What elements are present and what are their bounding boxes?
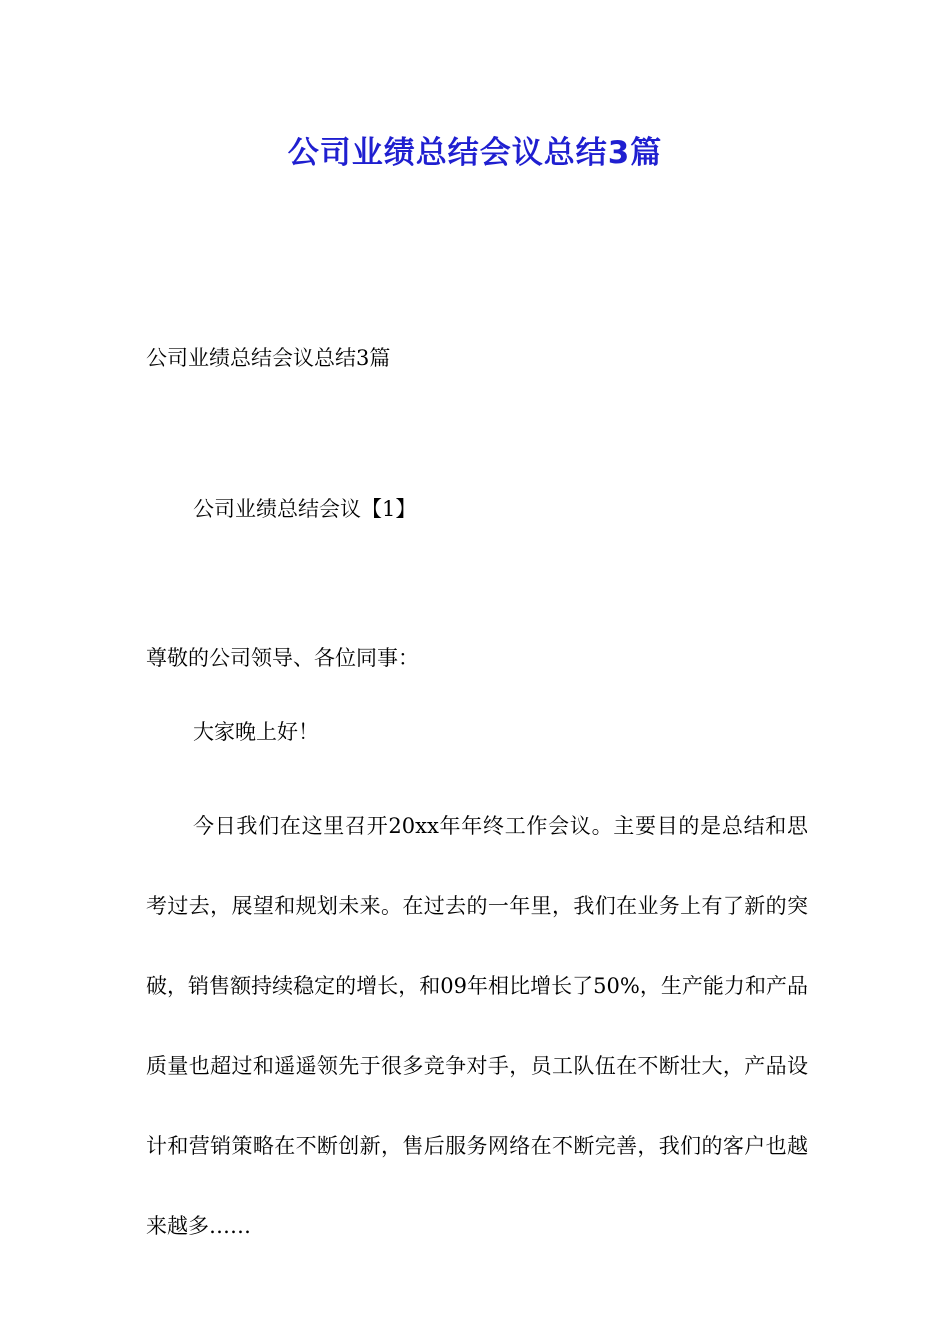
greeting: 大家晚上好！ — [193, 720, 319, 744]
section-title: 公司业绩总结会议【1】 — [193, 497, 417, 521]
salutation: 尊敬的公司领导、各位同事： — [146, 646, 419, 670]
document-subtitle: 公司业绩总结会议总结3篇 — [146, 346, 391, 370]
body-paragraph: 今日我们在这里召开20xx年年终工作会议。主要目的是总结和思考过去，展望和规划未来。在过去的一年里，我们在业务上有了新的突破，销售额持续稳定的增长，和09年相比增长了50%，生产能力和产品质量也超过和遥遥领先于很多竞争对手，员工队伍在不断壮大，产品设计和营销策略在不断创新，售后服务网络在不断完善，我们的客户也越来越多…… — [146, 814, 808, 1238]
document-title: 公司业绩总结会议总结3篇 — [287, 135, 663, 171]
